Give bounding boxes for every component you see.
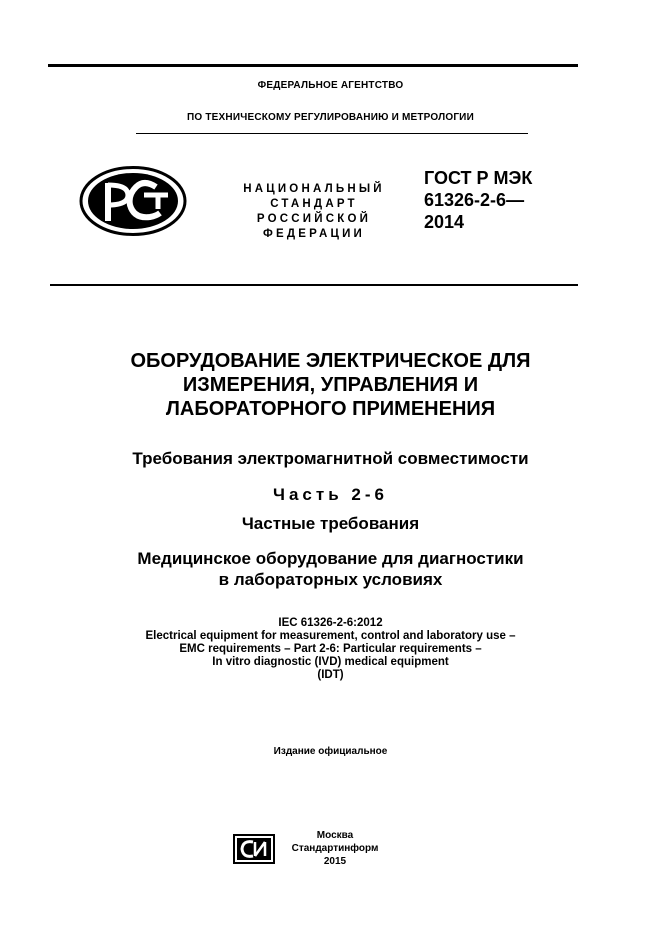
edition-label: Издание официальное — [273, 746, 388, 757]
national-line-3: РОССИЙСКОЙ — [256, 213, 372, 225]
part-label: Часть 2-6 — [273, 485, 388, 504]
designation-line-2: 61326-2-6— — [424, 190, 525, 210]
header-divider — [136, 133, 528, 134]
national-line-2: СТАНДАРТ — [270, 198, 358, 210]
designation-line-1: ГОСТ Р МЭК — [424, 168, 533, 188]
publisher-name: Стандартинформ — [291, 843, 379, 854]
device-line-2: в лабораторных условиях — [218, 570, 443, 589]
top-rule — [48, 64, 578, 67]
document-title — [0, 349, 661, 421]
publisher-city: Москва — [316, 830, 354, 841]
agency-line-2: ПО ТЕХНИЧЕСКОМУ РЕГУЛИРОВАНИЮ И МЕТРОЛОГИИ — [187, 112, 474, 123]
device-title — [0, 548, 661, 590]
iec-line-5: (IDT) — [317, 669, 344, 681]
national-line-1: НАЦИОНАЛЬНЫЙ — [243, 183, 385, 195]
part-subtitle: Частные требования — [241, 514, 420, 533]
document-subtitle: Требования электромагнитной совместимости — [132, 449, 529, 468]
publisher-year: 2015 — [323, 856, 347, 867]
iec-line-4: In vitro diagnostic (IVD) medical equipment — [212, 656, 449, 668]
standard-designation — [424, 167, 584, 233]
national-line-4: ФЕДЕРАЦИИ — [262, 228, 366, 240]
standard-block-rule — [50, 284, 578, 286]
device-line-1: Медицинское оборудование для диагностики — [137, 549, 524, 568]
national-standard-label — [228, 182, 400, 242]
publisher-info — [280, 829, 390, 868]
designation-line-3: 2014 — [424, 212, 465, 232]
iec-line-2: Electrical equipment for measurement, control and laboratory use – — [145, 630, 516, 642]
rst-logo-icon — [78, 165, 188, 237]
agency-line-1: ФЕДЕРАЛЬНОЕ АГЕНТСТВО — [257, 80, 404, 91]
title-line-3: ЛАБОРАТОРНОГО ПРИМЕНЕНИЯ — [165, 398, 496, 420]
iec-reference — [0, 617, 661, 682]
title-line-1: ОБОРУДОВАНИЕ ЭЛЕКТРИЧЕСКОЕ ДЛЯ — [130, 350, 531, 372]
iec-line-1: IEC 61326-2-6:2012 — [278, 617, 383, 629]
standartinform-logo-icon — [233, 834, 275, 864]
title-line-2: ИЗМЕРЕНИЯ, УПРАВЛЕНИЯ И — [182, 374, 479, 396]
iec-line-3: EMC requirements – Part 2-6: Particular requirements – — [179, 643, 482, 655]
